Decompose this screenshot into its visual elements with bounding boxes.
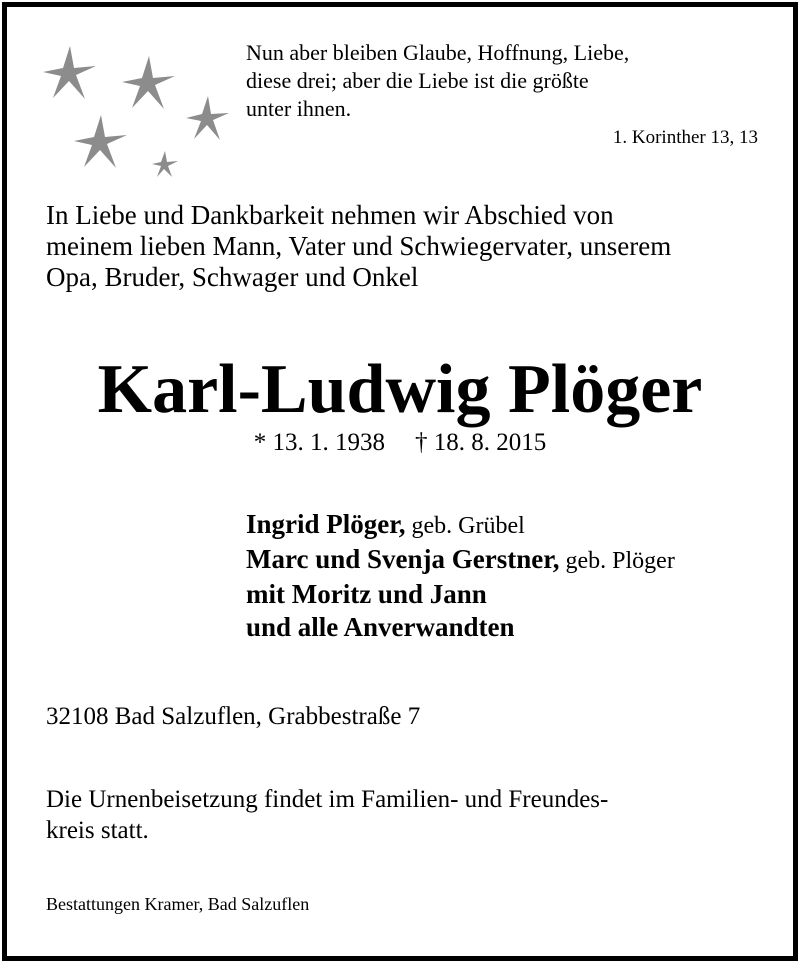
mourners-list — [246, 508, 786, 644]
star-icon — [152, 151, 178, 177]
star-icon — [43, 46, 96, 99]
intro-line: Opa, Bruder, Schwager und Onkel — [46, 262, 419, 292]
mourner-name: mit Moritz und Jann — [246, 579, 487, 609]
mourner-note: geb. Plöger — [559, 548, 675, 574]
star-icon — [122, 56, 175, 109]
mourner-note: geb. Grübel — [405, 513, 525, 539]
bible-verse — [246, 39, 766, 123]
verse-reference: 1. Korinther 13, 13 — [612, 127, 758, 148]
intro-line: In Liebe und Dankbarkeit nehmen wir Abschied von — [46, 200, 614, 230]
mourner-line — [246, 578, 786, 611]
notice-line: kreis statt. — [46, 817, 149, 844]
address: 32108 Bad Salzuflen, Grabbestraße 7 — [46, 703, 421, 730]
mourner-name: und alle Anverwandten — [246, 612, 515, 642]
verse-line: diese drei; aber die Liebe ist die größte — [246, 68, 589, 93]
mourner-line — [246, 543, 786, 578]
star-icon — [186, 96, 229, 140]
funeral-home: Bestattungen Kramer, Bad Salzuflen — [46, 894, 310, 914]
notice-line: Die Urnenbeisetzung findet im Familien- und Freundes- — [46, 786, 609, 813]
verse-line: Nun aber bleiben Glaube, Hoffnung, Liebe, — [246, 40, 630, 65]
mourner-name: Marc und Svenja Gerstner, — [246, 544, 560, 574]
mourner-line — [246, 611, 786, 644]
intro-text — [46, 200, 766, 293]
death-date: † 18. 8. 2015 — [415, 429, 547, 456]
stars-decoration — [38, 38, 238, 188]
birth-date: * 13. 1. 1938 — [253, 429, 385, 456]
mourner-line — [246, 508, 786, 543]
star-icon — [74, 115, 127, 168]
life-dates — [0, 428, 800, 458]
deceased-name: Karl-Ludwig Plöger — [97, 351, 703, 428]
mourner-name: Ingrid Plöger, — [246, 509, 406, 539]
verse-line: unter ihnen. — [246, 96, 352, 121]
burial-notice — [46, 784, 766, 846]
intro-line: meinem lieben Mann, Vater und Schwiegervater, unserem — [46, 231, 672, 261]
